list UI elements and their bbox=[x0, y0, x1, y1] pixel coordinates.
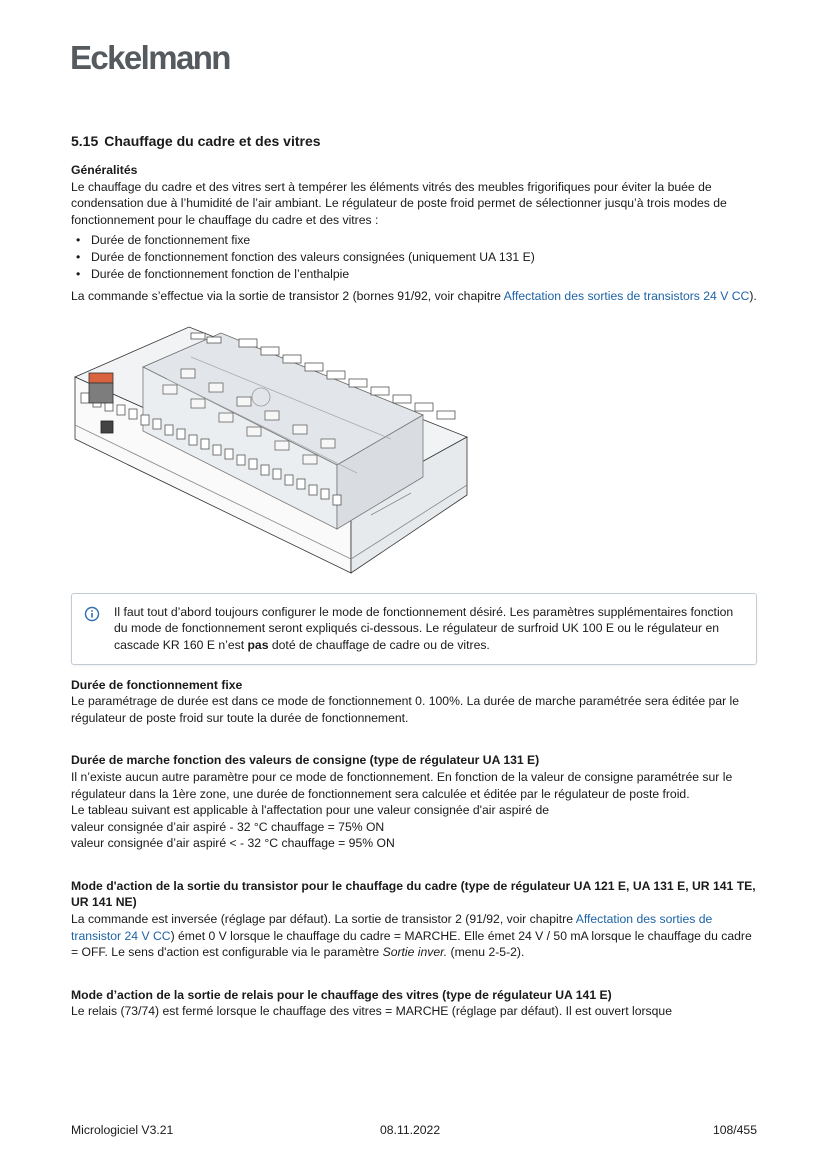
controller-device-illustration bbox=[71, 315, 471, 577]
list-item: • Durée de fonctionnement fixe bbox=[71, 232, 759, 249]
info-note-text bbox=[114, 604, 742, 654]
footer-date: 08.11.2022 bbox=[380, 1123, 441, 1137]
transistor-output-link[interactable]: Affectation des sorties de transistor 24 V CC bbox=[71, 912, 713, 943]
section-duree-consigne bbox=[71, 752, 759, 852]
device-drawing bbox=[71, 315, 471, 577]
section-mode-relais bbox=[71, 987, 759, 1020]
mode-transistor-text bbox=[71, 911, 759, 961]
generalites-heading: Généralités bbox=[71, 163, 138, 177]
page-content bbox=[71, 132, 759, 1020]
mode-relais-text: Le relais (73/74) est fermé lorsque le chauffage des vitres = MARCHE (réglage par défaut). Il est ouvert lorsque bbox=[71, 1004, 672, 1019]
mode-transistor-part-mid: ) émet 0 V lorsque le chauffage du cadre = MARCHE. Elle émet 24 V / 50 mA lorsque le chauffage du cadre = OFF. Le sens d'action est configurable via le paramètre bbox=[71, 928, 752, 960]
section-duree-fixe bbox=[71, 677, 759, 727]
footer-page-number: 108/455 bbox=[712, 1123, 757, 1137]
info-note-part: Il faut tout d’abord toujours configurer le mode de fonctionnement désiré. Les paramètres supplémentaires fonction du mode de fonctionnement seront expliqués ci-dessous. Le régulateur de surfroid UK 100 E ou le régulateur en cascade KR 160 E n’est bbox=[114, 604, 734, 652]
consigne-line-1: valeur consignée d’air aspiré - 32 °C chauffage = 75% ON bbox=[71, 819, 385, 834]
duree-consigne-text: Il n’existe aucun autre paramètre pour ce mode de fonctionnement. En fonction de la valeur de consigne paramétrée sur le régulateur dans la 1ère zone, une durée de fonctionnement sera calculée et éditée par le régulateur de poste froid. bbox=[71, 769, 733, 801]
command-text: La commande s’effectue via la sortie de transistor 2 (bornes 91/92, voir chapitre bbox=[71, 289, 504, 304]
info-note-part-end: doté de chauffage de cadre ou de vitres. bbox=[268, 637, 490, 652]
table-intro: Le tableau suivant est applicable à l'affectation pour une valeur consignée d'air aspiré de bbox=[71, 803, 550, 818]
duree-consigne-heading: Durée de marche fonction des valeurs de consigne (type de régulateur UA 131 E) bbox=[71, 753, 540, 768]
info-note-bold: pas bbox=[247, 637, 269, 652]
duree-fixe-text: Le paramétrage de durée est dans ce mode de fonctionnement 0. 100%. La durée de marche paramétrée sera éditée par le régulateur de poste froid sur toute la durée de fonctionnement. bbox=[71, 694, 740, 725]
mode-transistor-part: La commande est inversée (réglage par défaut). La sortie de transistor 2 (91/92, voir chapitre bbox=[71, 912, 576, 927]
eckelmann-logo: Eckelmann bbox=[70, 39, 230, 76]
section-number: 5.15 bbox=[71, 133, 99, 149]
parameter-name: Sortie inver. bbox=[382, 945, 448, 960]
section-title bbox=[71, 132, 759, 150]
modes-list bbox=[71, 232, 759, 282]
info-note-box bbox=[71, 593, 757, 665]
mode-transistor-part-end: (menu 2-5-2). bbox=[447, 945, 525, 960]
mode-transistor-heading: Mode d'action de la sortie du transistor pour le chauffage du cadre (type de régulateur UA 121 E, UA 131 E, UR 141 TE, UR 141 NE) bbox=[71, 878, 756, 910]
command-paragraph bbox=[71, 288, 759, 305]
list-item: • Durée de fonctionnement fonction de l’enthalpie bbox=[71, 266, 759, 283]
duree-fixe-heading: Durée de fonctionnement fixe bbox=[71, 677, 243, 692]
command-text-end: ). bbox=[749, 289, 757, 304]
mode-relais-heading: Mode d’action de la sortie de relais pour le chauffage des vitres (type de régulateur UA 141 E) bbox=[71, 987, 612, 1002]
generalites-intro: Le chauffage du cadre et des vitres sert à tempérer les éléments vitrés des meubles frigorifiques pour éviter la buée de condensation due à l’humidité de l’air ambiant. Le régulateur de poste froid permet de sélectionner jusqu’à trois modes de fonctionnement pour le chauffage du cadre et des vitres : bbox=[71, 179, 727, 227]
red-connector bbox=[89, 373, 113, 403]
consigne-line-2: valeur consignée d’air aspiré < - 32 °C chauffage = 95% ON bbox=[71, 836, 395, 851]
footer-firmware: Micrologiciel V3.21 bbox=[71, 1123, 174, 1137]
transistor-outputs-link[interactable]: Affectation des sorties de transistors 24 V CC bbox=[503, 289, 750, 304]
section-mode-transistor bbox=[71, 878, 759, 961]
info-circle-icon bbox=[84, 606, 100, 622]
section-title-text: Chauffage du cadre et des vitres bbox=[104, 133, 321, 149]
list-item: • Durée de fonctionnement fonction des valeurs consignées (uniquement UA 131 E) bbox=[71, 249, 759, 266]
page-footer bbox=[71, 1122, 757, 1140]
